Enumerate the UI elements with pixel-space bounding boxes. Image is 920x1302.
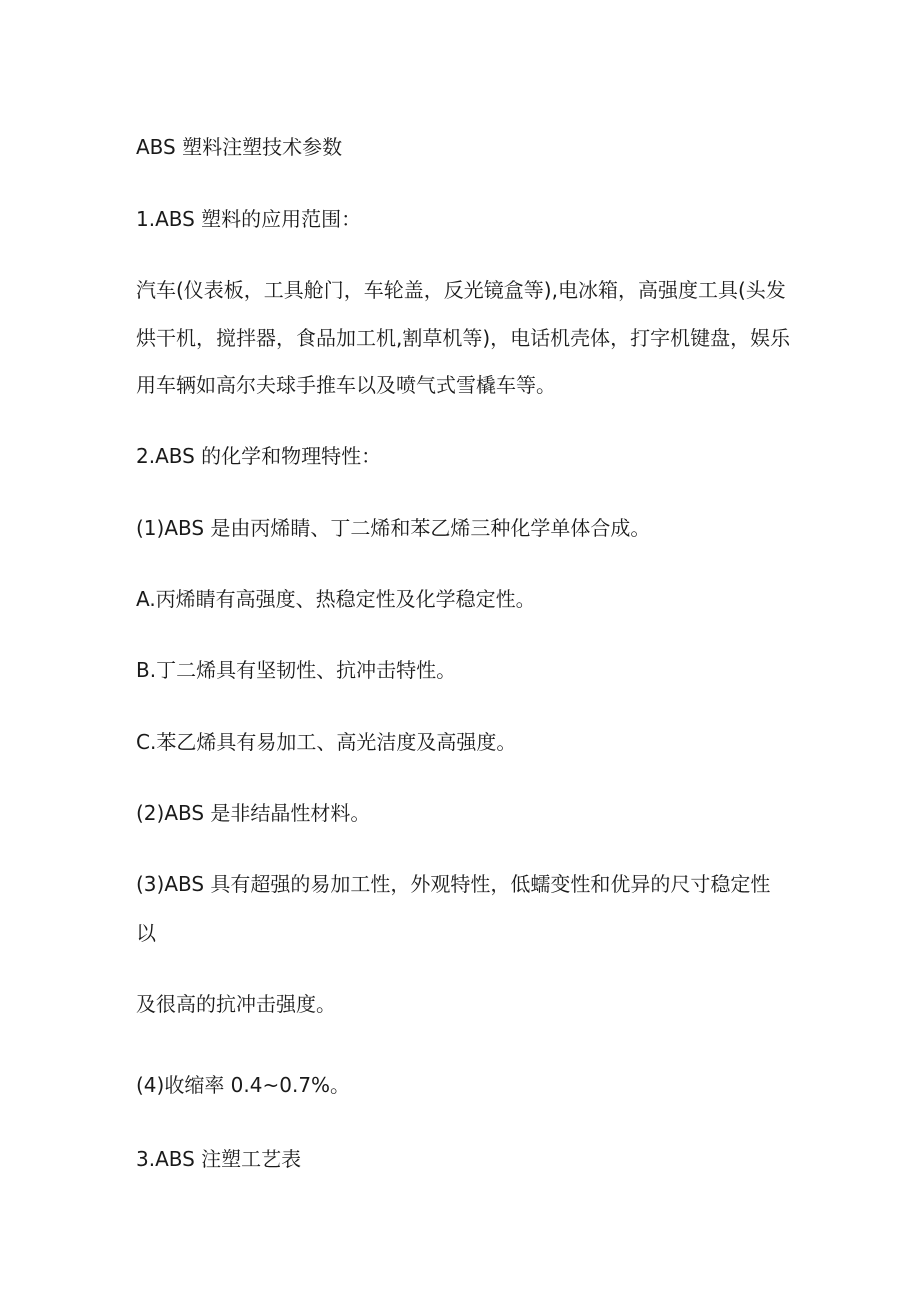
property-item-3-line-3: 及很高的抗冲击强度。 [136, 992, 336, 1016]
property-item-1a: A.丙烯睛有高强度、热稳定性及化学稳定性。 [136, 587, 536, 611]
property-item-1: (1)ABS 是由丙烯睛、丁二烯和苯乙烯三种化学单体合成。 [136, 516, 651, 540]
property-item-3-line-1: (3)ABS 具有超强的易加工性，外观特性，低蠕变性和优异的尺寸稳定性 [136, 872, 771, 896]
section-1-text-line-3: 用车辆如高尔夫球手推车以及喷气式雪橇车等。 [136, 373, 556, 397]
section-1-text-line-2: 烘干机，搅拌器，食品加工机,割草机等)，电话机壳体，打字机键盘，娱乐 [136, 326, 791, 350]
property-item-1c: C.苯乙烯具有易加工、高光洁度及高强度。 [136, 730, 517, 754]
section-1-heading: 1.ABS 塑料的应用范围： [136, 207, 362, 231]
section-3-heading: 3.ABS 注塑工艺表 [136, 1147, 302, 1171]
section-2-heading: 2.ABS 的化学和物理特性： [136, 444, 382, 468]
property-item-2: (2)ABS 是非结晶性材料。 [136, 801, 371, 825]
property-item-3-line-2: 以 [136, 921, 156, 945]
document-title: ABS 塑料注塑技术参数 [136, 135, 343, 159]
property-item-1b: B.丁二烯具有坚韧性、抗冲击特性。 [136, 658, 457, 682]
property-item-4: (4)收缩率 0.4~0.7%。 [136, 1073, 351, 1097]
section-1-text-line-1: 汽车(仪表板，工具舱门，车轮盖，反光镜盒等),电冰箱，高强度工具(头发 [136, 278, 786, 302]
